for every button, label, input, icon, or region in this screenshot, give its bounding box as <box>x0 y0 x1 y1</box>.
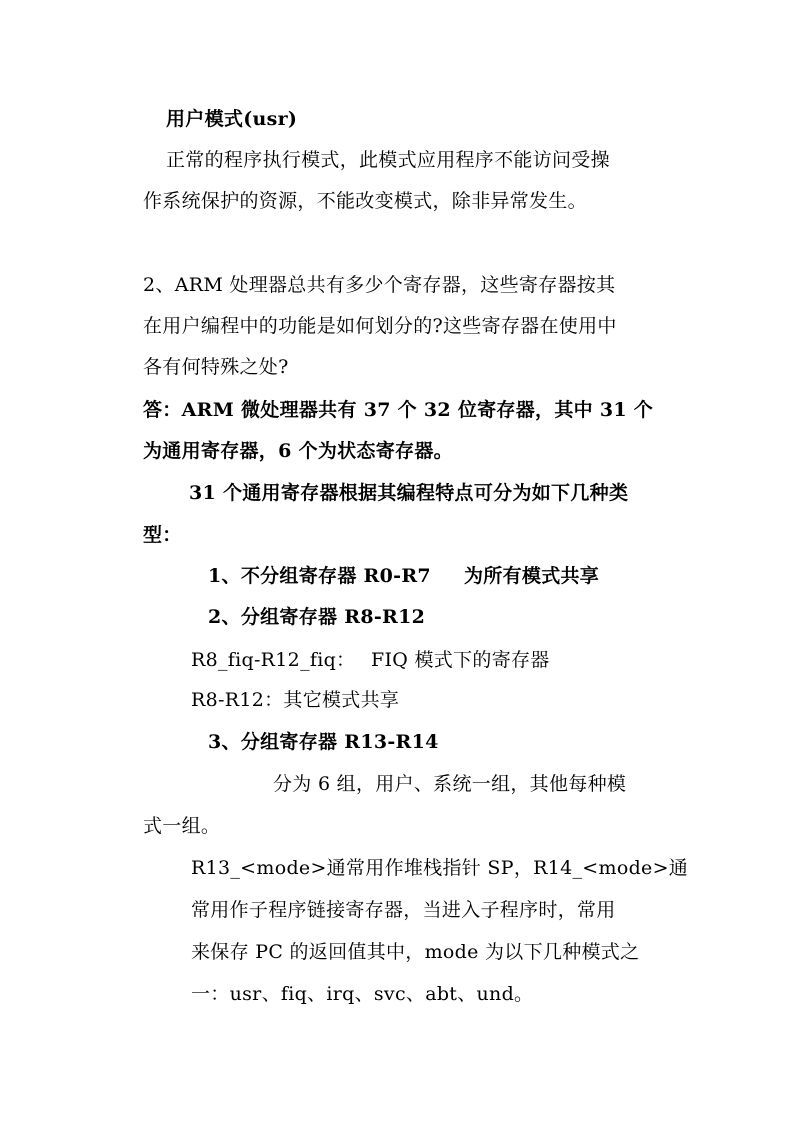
register-group-3-label: 3、分组寄存器 R13-R14 <box>208 731 439 753</box>
usr-mode-description-line-2: 作系统保护的资源，不能改变模式，除非异常发生。 <box>143 190 587 212</box>
register-group-3-detail-2: 常用作子程序链接寄存器，当进入子程序时，常用 <box>191 899 616 921</box>
usr-mode-heading: 用户模式(usr) <box>166 108 298 130</box>
register-group-2-fiq-label: R8_fiq-R12_fiq： <box>191 649 356 671</box>
answer-line-1: 答：ARM 微处理器共有 37 个 32 位寄存器，其中 31 个 <box>143 399 654 421</box>
question-line-3: 各有何特殊之处? <box>143 356 289 378</box>
register-group-1-note: 为所有模式共享 <box>464 565 600 587</box>
register-group-2-other: R8-R12：其它模式共享 <box>191 689 400 711</box>
question-line-1: 2、ARM 处理器总共有多少个寄存器，这些寄存器按其 <box>143 274 616 296</box>
question-line-2: 在用户编程中的功能是如何划分的?这些寄存器在使用中 <box>143 315 617 337</box>
register-group-3-line-2: 式一组。 <box>143 815 221 837</box>
register-group-1-label: 1、不分组寄存器 R0-R7 <box>208 565 431 587</box>
answer-line-2: 为通用寄存器，6 个为状态寄存器。 <box>143 440 453 462</box>
register-group-3-detail-1: R13_<mode>通常用作堆栈指针 SP，R14_<mode>通 <box>191 857 689 879</box>
answer-intro-line-2: 型： <box>143 524 182 546</box>
register-group-2-fiq-desc: FIQ 模式下的寄存器 <box>371 649 550 671</box>
answer-intro-line-1: 31 个通用寄存器根据其编程特点可分为如下几种类 <box>189 482 629 504</box>
register-group-3-detail-3: 来保存 PC 的返回值其中，mode 为以下几种模式之 <box>191 941 640 963</box>
usr-mode-description-line-1: 正常的程序执行模式，此模式应用程序不能访问受操 <box>166 149 610 171</box>
register-group-3-detail-4: 一：usr、fiq、irq、svc、abt、und。 <box>191 983 534 1005</box>
register-group-3-line-1: 分为 6 组，用户、系统一组，其他每种模 <box>273 773 627 795</box>
register-group-2-label: 2、分组寄存器 R8-R12 <box>208 606 426 628</box>
